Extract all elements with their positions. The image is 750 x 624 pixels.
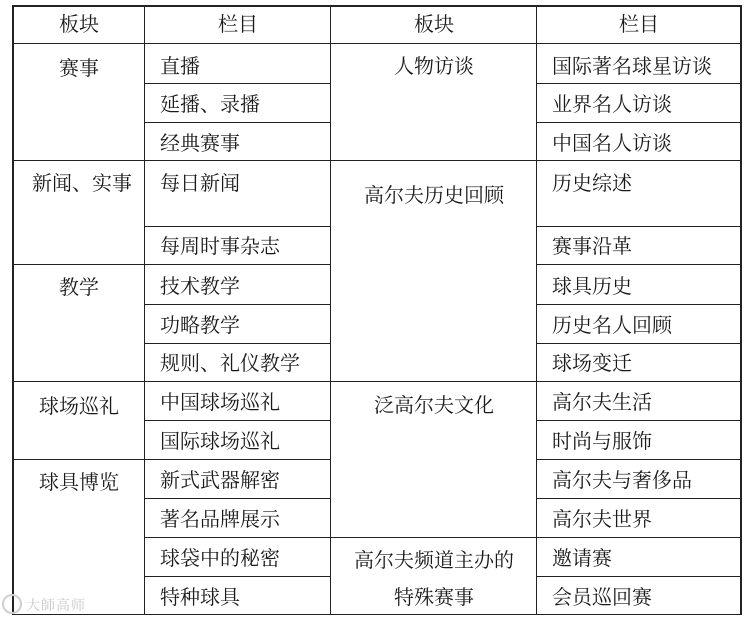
row-divider <box>536 537 741 538</box>
row-divider <box>536 264 741 265</box>
row-divider <box>536 226 741 227</box>
column-divider-1 <box>144 5 145 615</box>
row-divider <box>144 343 331 344</box>
section-divider <box>12 381 145 382</box>
column-divider-2 <box>330 5 331 615</box>
item-cell: 会员巡回赛 <box>552 585 652 609</box>
item-cell: 功略教学 <box>160 313 240 337</box>
watermark <box>2 594 86 615</box>
section-divider <box>330 160 537 161</box>
item-cell: 高尔夫与奢侈品 <box>552 468 692 492</box>
section-label: 新闻、实事 <box>32 171 132 195</box>
item-cell: 球袋中的秘密 <box>160 546 280 570</box>
section-label: 赛事 <box>59 56 99 80</box>
table-border-right <box>740 5 742 615</box>
item-cell: 时尚与服饰 <box>552 429 652 453</box>
item-cell: 高尔夫生活 <box>552 390 652 414</box>
item-cell: 中国名人访谈 <box>552 131 672 155</box>
row-divider <box>144 122 331 123</box>
item-cell: 著名品牌展示 <box>160 507 280 531</box>
row-divider <box>536 160 741 161</box>
section-label: 人物访谈 <box>394 54 474 78</box>
section-divider <box>330 537 537 538</box>
item-cell: 历史综述 <box>552 171 632 195</box>
header-column: 栏目 <box>218 12 258 36</box>
item-cell: 经典赛事 <box>160 131 240 155</box>
section-label: 球具博览 <box>39 470 119 494</box>
watermark-text: 大師高师 <box>26 598 86 614</box>
item-cell: 新式武器解密 <box>160 468 280 492</box>
table-border-bottom <box>12 614 742 615</box>
item-cell: 球具历史 <box>552 274 632 298</box>
table-border-left <box>12 5 14 615</box>
item-cell: 直播 <box>160 54 200 78</box>
item-cell: 业界名人访谈 <box>552 92 672 116</box>
row-divider <box>144 381 331 382</box>
row-divider <box>536 420 741 421</box>
section-divider <box>12 264 145 265</box>
header-section: 板块 <box>414 12 454 36</box>
item-cell: 规则、礼仪教学 <box>160 351 300 375</box>
row-divider <box>144 420 331 421</box>
watermark-logo-icon <box>2 594 22 614</box>
section-label: 泛高尔夫文化 <box>374 393 494 417</box>
row-divider <box>144 498 331 499</box>
row-divider <box>144 459 331 460</box>
row-divider <box>536 459 741 460</box>
row-divider <box>144 304 331 305</box>
item-cell: 中国球场巡礼 <box>160 390 280 414</box>
item-cell: 特种球具 <box>160 585 240 609</box>
section-label: 高尔夫频道主办的 <box>354 548 514 572</box>
item-cell: 历史名人回顾 <box>552 313 672 337</box>
column-divider-3 <box>536 5 537 615</box>
item-cell: 高尔夫世界 <box>552 507 652 531</box>
item-cell: 邀请赛 <box>552 546 612 570</box>
item-cell: 每日新闻 <box>160 171 240 195</box>
row-divider <box>536 381 741 382</box>
item-cell: 球场变迁 <box>552 351 632 375</box>
header-divider <box>12 43 742 44</box>
item-cell: 国际球场巡礼 <box>160 429 280 453</box>
header-column: 栏目 <box>619 12 659 36</box>
row-divider <box>536 498 741 499</box>
item-cell: 国际著名球星访谈 <box>552 54 712 78</box>
section-divider <box>12 160 145 161</box>
row-divider <box>536 304 741 305</box>
row-divider <box>536 343 741 344</box>
row-divider <box>536 83 741 84</box>
section-divider <box>12 459 145 460</box>
row-divider <box>144 83 331 84</box>
row-divider <box>144 537 331 538</box>
row-divider <box>536 122 741 123</box>
header-section: 板块 <box>59 12 99 36</box>
row-divider <box>144 160 331 161</box>
item-cell: 技术教学 <box>160 274 240 298</box>
section-label: 球场巡礼 <box>39 394 119 418</box>
item-cell: 延播、录播 <box>160 92 260 116</box>
table-border-top <box>12 5 742 7</box>
row-divider <box>144 264 331 265</box>
item-cell: 每周时事杂志 <box>160 234 280 258</box>
section-label: 教学 <box>59 275 99 299</box>
row-divider <box>536 576 741 577</box>
item-cell: 赛事沿革 <box>552 234 632 258</box>
section-label: 特殊赛事 <box>394 585 474 609</box>
section-divider <box>330 381 537 382</box>
row-divider <box>144 576 331 577</box>
section-label: 高尔夫历史回顾 <box>364 183 504 207</box>
row-divider <box>144 226 331 227</box>
